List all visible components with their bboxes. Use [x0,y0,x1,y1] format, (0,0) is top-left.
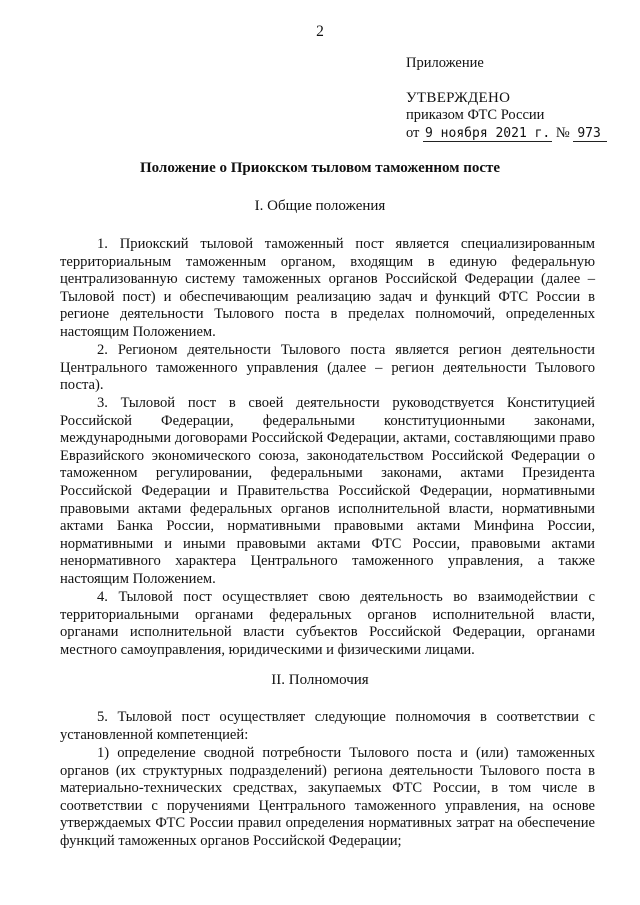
paragraph-4: 4. Тыловой пост осуществляет свою деятельность во взаимодействии с территориальными органами федеральных органов исполнительной власти, органами исполнительной власти субъектов Российской Федерации, органами местного самоуправления, юридическими и физическими лицами. [60,589,595,658]
paragraph-5: 5. Тыловой пост осуществляет следующие полномочия в соответствии с установленной компетенцией: [60,709,595,743]
approval-block [406,55,607,142]
document-title: Положение о Приокском тыловом таможенном посте [139,160,501,176]
paragraph-2: 2. Регионом деятельности Тылового поста является регион деятельности Центрального таможенного управления (далее – регион деятельности Тылового поста). [60,342,595,394]
order-reference: приказом ФТС России [406,107,545,123]
paragraph-1: 1. Приокский тыловой таможенный пост является специализированным территориальным таможенным органом, входящим в единую федеральную централизованную систему таможенных органов Российской Федерации (далее – Тыловой пост) и обеспечивающим реализацию задач и функций ФТС России в регионе деятельности Тылового поста в пределах полномочий, определенных настоящим Положением. [60,236,595,340]
section-heading-powers: II. Полномочия [271,672,369,688]
order-number: 973 [573,126,606,142]
paragraph-5-item-1: 1) определение сводной потребности Тылового поста и (или) таможенных органов (их структурных подразделений) региона деятельности Тылового поста в материально-технических средствах, закупаемых ФТС России, в том числе в соответствии с поручениями Центрального таможенного управления, на основе утверждаемых ФТС России правил определения нормативных затрат на обеспечение функций таможенных органов Российской Федерации; [60,745,595,849]
order-date: 9 ноября 2021 г. [425,125,551,141]
appendix-label: Приложение [406,55,484,71]
date-prefix: от [406,124,420,141]
order-date-number-line [406,125,607,143]
section-heading-general: I. Общие положения [254,198,386,214]
paragraph-3: 3. Тыловой пост в своей деятельности руководствуется Конституцией Российской Федерации, федеральными конституционными законами, международными договорами Российской Федерации, актами, составляющими право Евразийского экономического союза, законодательством Российской Федерации о таможенном регулировании, федеральными законами, актами Президента Российской Федерации и Правительства Российской Федерации, нормативными правовыми актами федеральных органов исполнительной власти, нормативными актами Банка России, нормативными правовыми актами Минфина России, нормативными и иными правовыми актами ФТС России, правовыми актами ненормативного характера Центрального таможенного управления, а также настоящим Положением. [60,395,595,587]
approved-label: УТВЕРЖДЕНО [406,89,511,106]
page-number: 2 [316,23,324,40]
number-sign: № [555,124,570,141]
